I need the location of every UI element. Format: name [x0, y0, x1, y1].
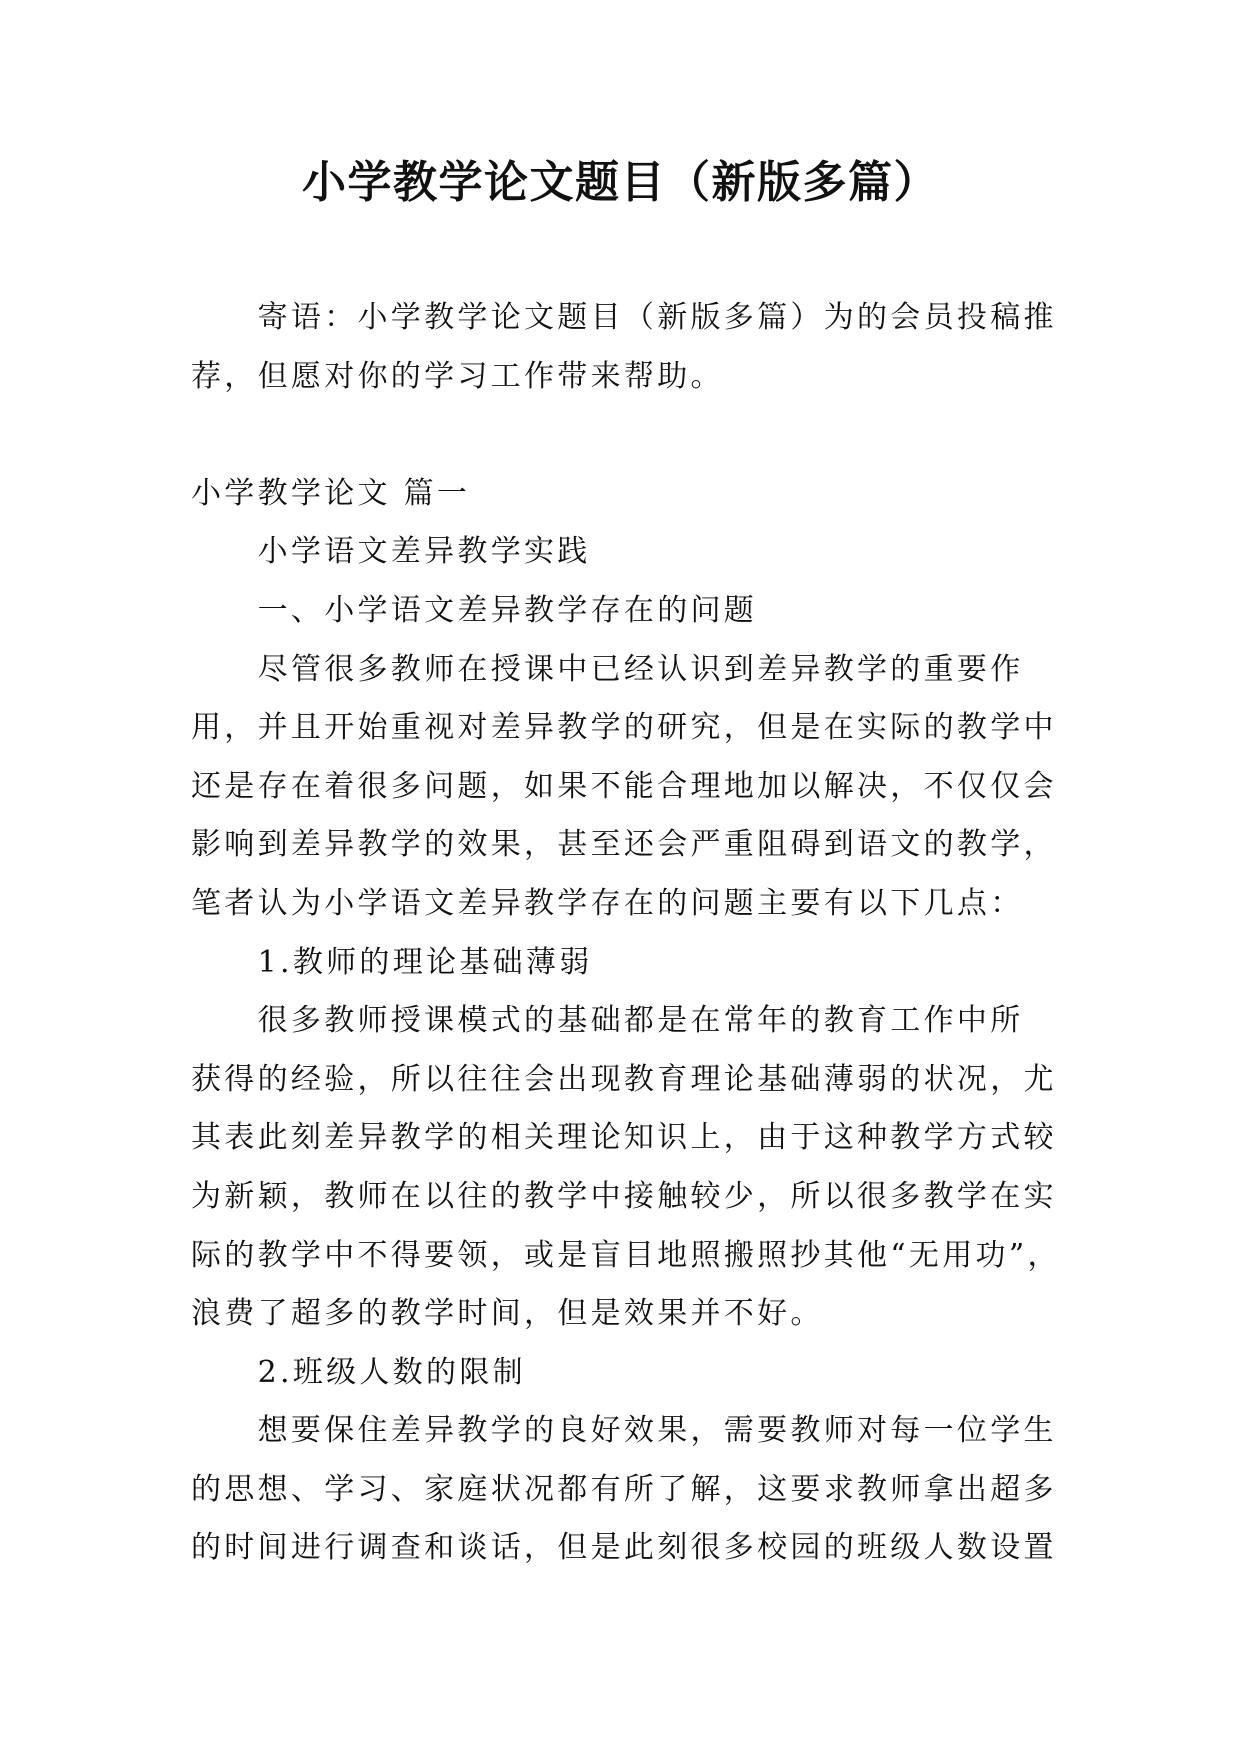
paragraph-line: 的思想、学习、家庭状况都有所了解，这要求教师拿出超多 [191, 1471, 1057, 1507]
subheading-1: 1.教师的理论基础薄弱 [257, 944, 593, 980]
blank-line [191, 406, 1131, 465]
paragraph-line: 还是存在着很多问题，如果不能合理地加以解决，不仅仅会 [191, 768, 1057, 804]
document-title: 小学教学论文题目（新版多篇） [302, 157, 939, 208]
paragraph-line: 影响到差异教学的效果，甚至还会严重阻碍到语文的教学， [191, 827, 1057, 863]
paragraph-line: 的时间进行调查和谈话，但是此刻很多校园的班级人数设置 [191, 1530, 1057, 1566]
paragraph-line: 想要保住差异教学的良好效果，需要教师对每一位学生 [257, 1413, 1057, 1449]
paragraph-line: 其表此刻差异教学的相关理论知识上，由于这种教学方式较 [191, 1120, 1057, 1156]
document-body [191, 289, 1131, 1578]
paragraph-line: 际的教学中不得要领，或是盲目地照搬照抄其他“无用功”， [191, 1237, 1061, 1273]
paragraph-2 [191, 992, 1131, 1344]
foreword-line: 寄语：小学教学论文题目（新版多篇）为的会员投稿推 [257, 300, 1057, 335]
paragraph-line: 浪费了超多的教学时间，但是效果并不好。 [191, 1296, 824, 1332]
paragraph-1 [191, 641, 1131, 934]
paragraph-3 [191, 1402, 1131, 1578]
paragraph-line: 很多教师授课模式的基础都是在常年的教育工作中所 [257, 1003, 1024, 1039]
foreword-line: 荐，但愿对你的学习工作带来帮助。 [191, 358, 724, 394]
paragraph-line: 笔者认为小学语文差异教学存在的问题主要有以下几点： [191, 885, 1024, 921]
paragraph-line: 为新颖，教师在以往的教学中接触较少，所以很多教学在实 [191, 1178, 1057, 1214]
paragraph-line: 获得的经验，所以往往会出现教育理论基础薄弱的状况，尤 [191, 1061, 1057, 1097]
foreword-paragraph [191, 289, 1131, 406]
paragraph-line: 用，并且开始重视对差异教学的研究，但是在实际的教学中 [191, 710, 1057, 746]
section-heading: 小学教学论文 篇一 [191, 475, 471, 511]
subheading-2: 2.班级人数的限制 [257, 1354, 526, 1390]
article-title: 小学语文差异教学实践 [257, 534, 591, 570]
paragraph-line: 尽管很多教师在授课中已经认识到差异教学的重要作 [257, 651, 1024, 687]
heading-1: 一、小学语文差异教学存在的问题 [257, 592, 758, 628]
